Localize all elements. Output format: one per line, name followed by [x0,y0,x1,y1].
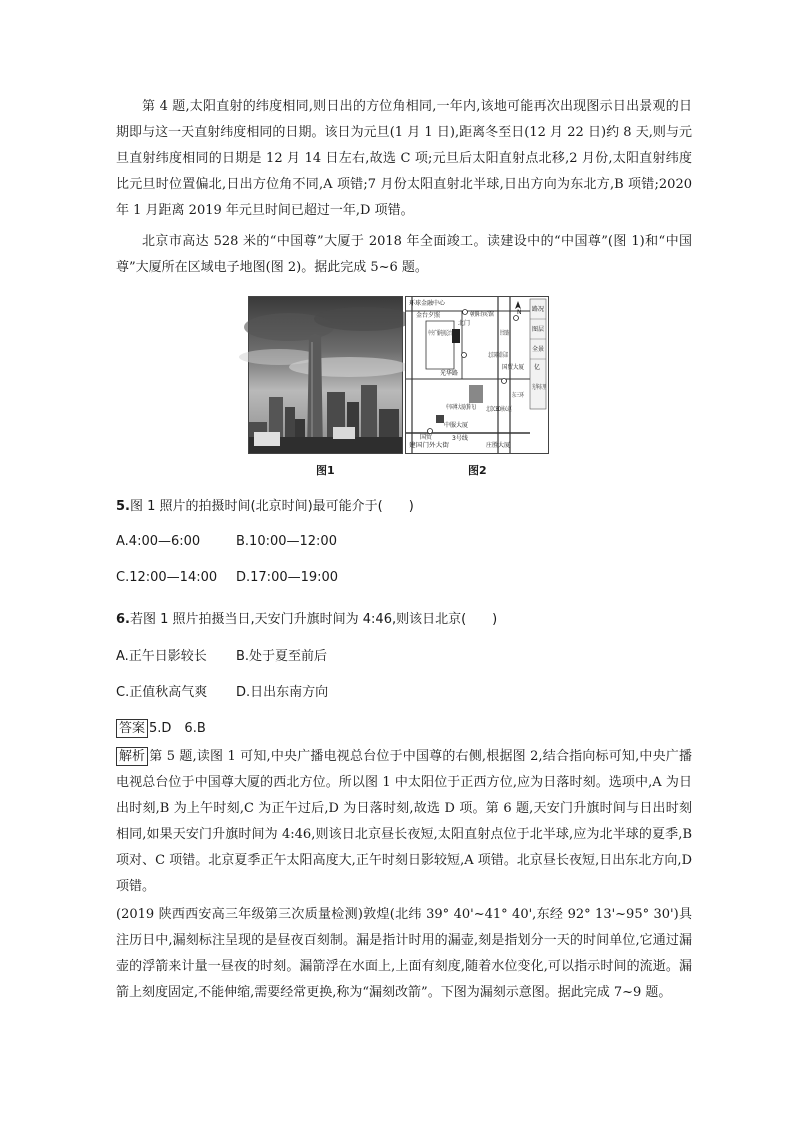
q6-option-d: D.日出东南方向 [236,685,329,700]
location-pin-icon [514,316,519,321]
figure-2-caption: 图2 [468,464,487,477]
paragraph-intro-7-9: (2019 陕西西安高三年级第三次质量检测)敦煌(北纬 39° 40'~41° 40',东经 92° 13'~95° 30')具注历日中,漏刻标注呈现的是昼夜百刻制。漏是指计时用的漏壶,刻是指划分一天的时间单位,它通过漏壶的浮箭来计量一昼夜的时刻。漏箭浮在水面上,上面有刻度,随着水位变化,可以指示时间的流逝。漏箭上刻度固定,不能伸缩,需要经常更换,称为“漏刻改箭”。下图为漏刻示意图。据此完成 7~9 题。 [116,907,692,1000]
map-label-east-third-ring: 东三环 [512,392,531,399]
map-label-global-financial-center: 环球金融中心 [409,300,446,307]
map-label-zhenzhi-road [500,329,509,337]
map-label-layers: 图层 [532,326,545,333]
analysis-paragraph [116,744,692,900]
map-label-guomao-tower: 国贸大厦 [502,364,527,371]
q5-option-d: D.17:00—19:00 [236,570,339,585]
map-label-zhuangsheng-tower: 庄胜大厦 [486,442,511,449]
q5-option-c: C.12:00—14:00 [116,570,218,585]
map-label-traffic: 路况 [532,306,545,313]
q5-option-b: B.10:00—12:00 [236,534,337,549]
map-label-panorama: 全景 [532,346,545,353]
question-6-number: 6. [116,612,130,627]
figure-1-caption: 图1 [316,464,335,477]
map-label-guanghua-road: 光华路 [440,370,459,377]
map-label-jintai-xizhao: 金台夕照 [416,312,441,319]
location-pin-icon [463,310,468,315]
figure-2-map [405,296,557,454]
q6-option-c: C.正值秋高气爽 [116,685,208,700]
question-5-number: 5. [116,499,130,514]
cbd-electronic-map [406,297,557,453]
analysis-text: 第 5 题,读图 1 可知,中央广播电视总台位于中国尊的右侧,根据图 2,结合指向标可知,中央广播电视总台位于中国尊大厦的西北方位。所以图 1 中太阳位于正西方位,应为日落时刻。选项中,A 为日出时刻,B 为上午时刻,C 为正午过后,D 为日落时刻,故选 D 项。第 6 题,天安门升旗时间与日出时刻相同,如果天安门升旗时间为 4:46,则该日北京昼长夜短,太阳直射点位于北半球,应为北半球的夏季,B 项对、C 项错。北京夏季正午太阳高度大,正午时刻日影较短,A 项错。北京昼长夜短,日出东北方向,D 项错。 [116,749,692,894]
analysis-tag: 解析 [116,747,148,766]
paragraph-intro-5-6: 北京市高达 528 米的“中国尊”大厦于 2018 年全面竣工。读建设中的“中国尊”(图 1)和“中国尊”大厦所在区域电子地图(图 2)。据此完成 5~6 题。 [116,234,692,275]
answer-tag: 答案 [116,719,148,738]
question-5 [116,495,414,514]
map-label-jianguomenwai: 建国门外大街 [409,442,446,449]
q6-option-b: B.处于夏至前后 [236,649,328,664]
map-label-chaoyang-hotel: 朝阳宾馆 [470,311,495,318]
china-zun-photo [249,297,402,453]
q5-option-a: A.4:00—6:00 [116,534,201,549]
map-label-international-club [488,351,508,359]
map-label-china-zun: 中国尊大厦(腾飞) [446,404,493,411]
answer-text: 5.D 6.B [149,721,206,736]
question-6-stem: 若图 1 照片拍摄当日,天安门升旗时间为 4:46,则该日北京( ) [129,612,498,627]
answer-line [116,717,206,738]
map-label-line-3: 3号线 [452,435,468,442]
q6-option-a: A.正午日影较长 [116,649,207,664]
map-label-guanghua-dongli: 光华东里 [532,384,557,391]
paragraph-q4-explanation: 第 4 题,太阳直射的纬度相同,则日出的方位角相同,一年内,该地可能再次出现图示日出景观的日期即与这一天直射纬度相同的日期。该日为元旦(1 月 1 日),距离冬至日(12 月 22 日)约 8 天,则与元旦直射纬度相同的日期是 12 月 14 日左右,故选 C 项;元旦后太阳直射点北移,2 月份,太阳直射纬度比元旦时位置偏北,日出方位角不同,A 项错;7 月份太阳直射北半球,日出方向为东北方,B 项错;2020 年 1 月距离 2019 年元旦时间已超过一年,D 项错。 [116,99,692,218]
map-label-zhongfu-tower: 中服大厦 [444,422,469,429]
location-pin-icon [462,353,467,358]
map-label-north-gate: 北门 [458,320,471,327]
location-pin-icon [428,429,433,434]
map-label-yi: 亿 [534,364,541,371]
map-label-cctv [428,329,452,337]
figure-1-photo [248,296,403,454]
question-5-stem: 图 1 照片的拍摄时间(北京时间)最可能介于( ) [129,499,414,514]
question-6 [116,608,497,627]
map-label-guomao: 国贸 [420,434,433,441]
map-label-cbd-core: 北京CBD核心区 [486,406,529,413]
map-label-north: N [517,309,522,316]
location-pin-icon [502,379,507,384]
